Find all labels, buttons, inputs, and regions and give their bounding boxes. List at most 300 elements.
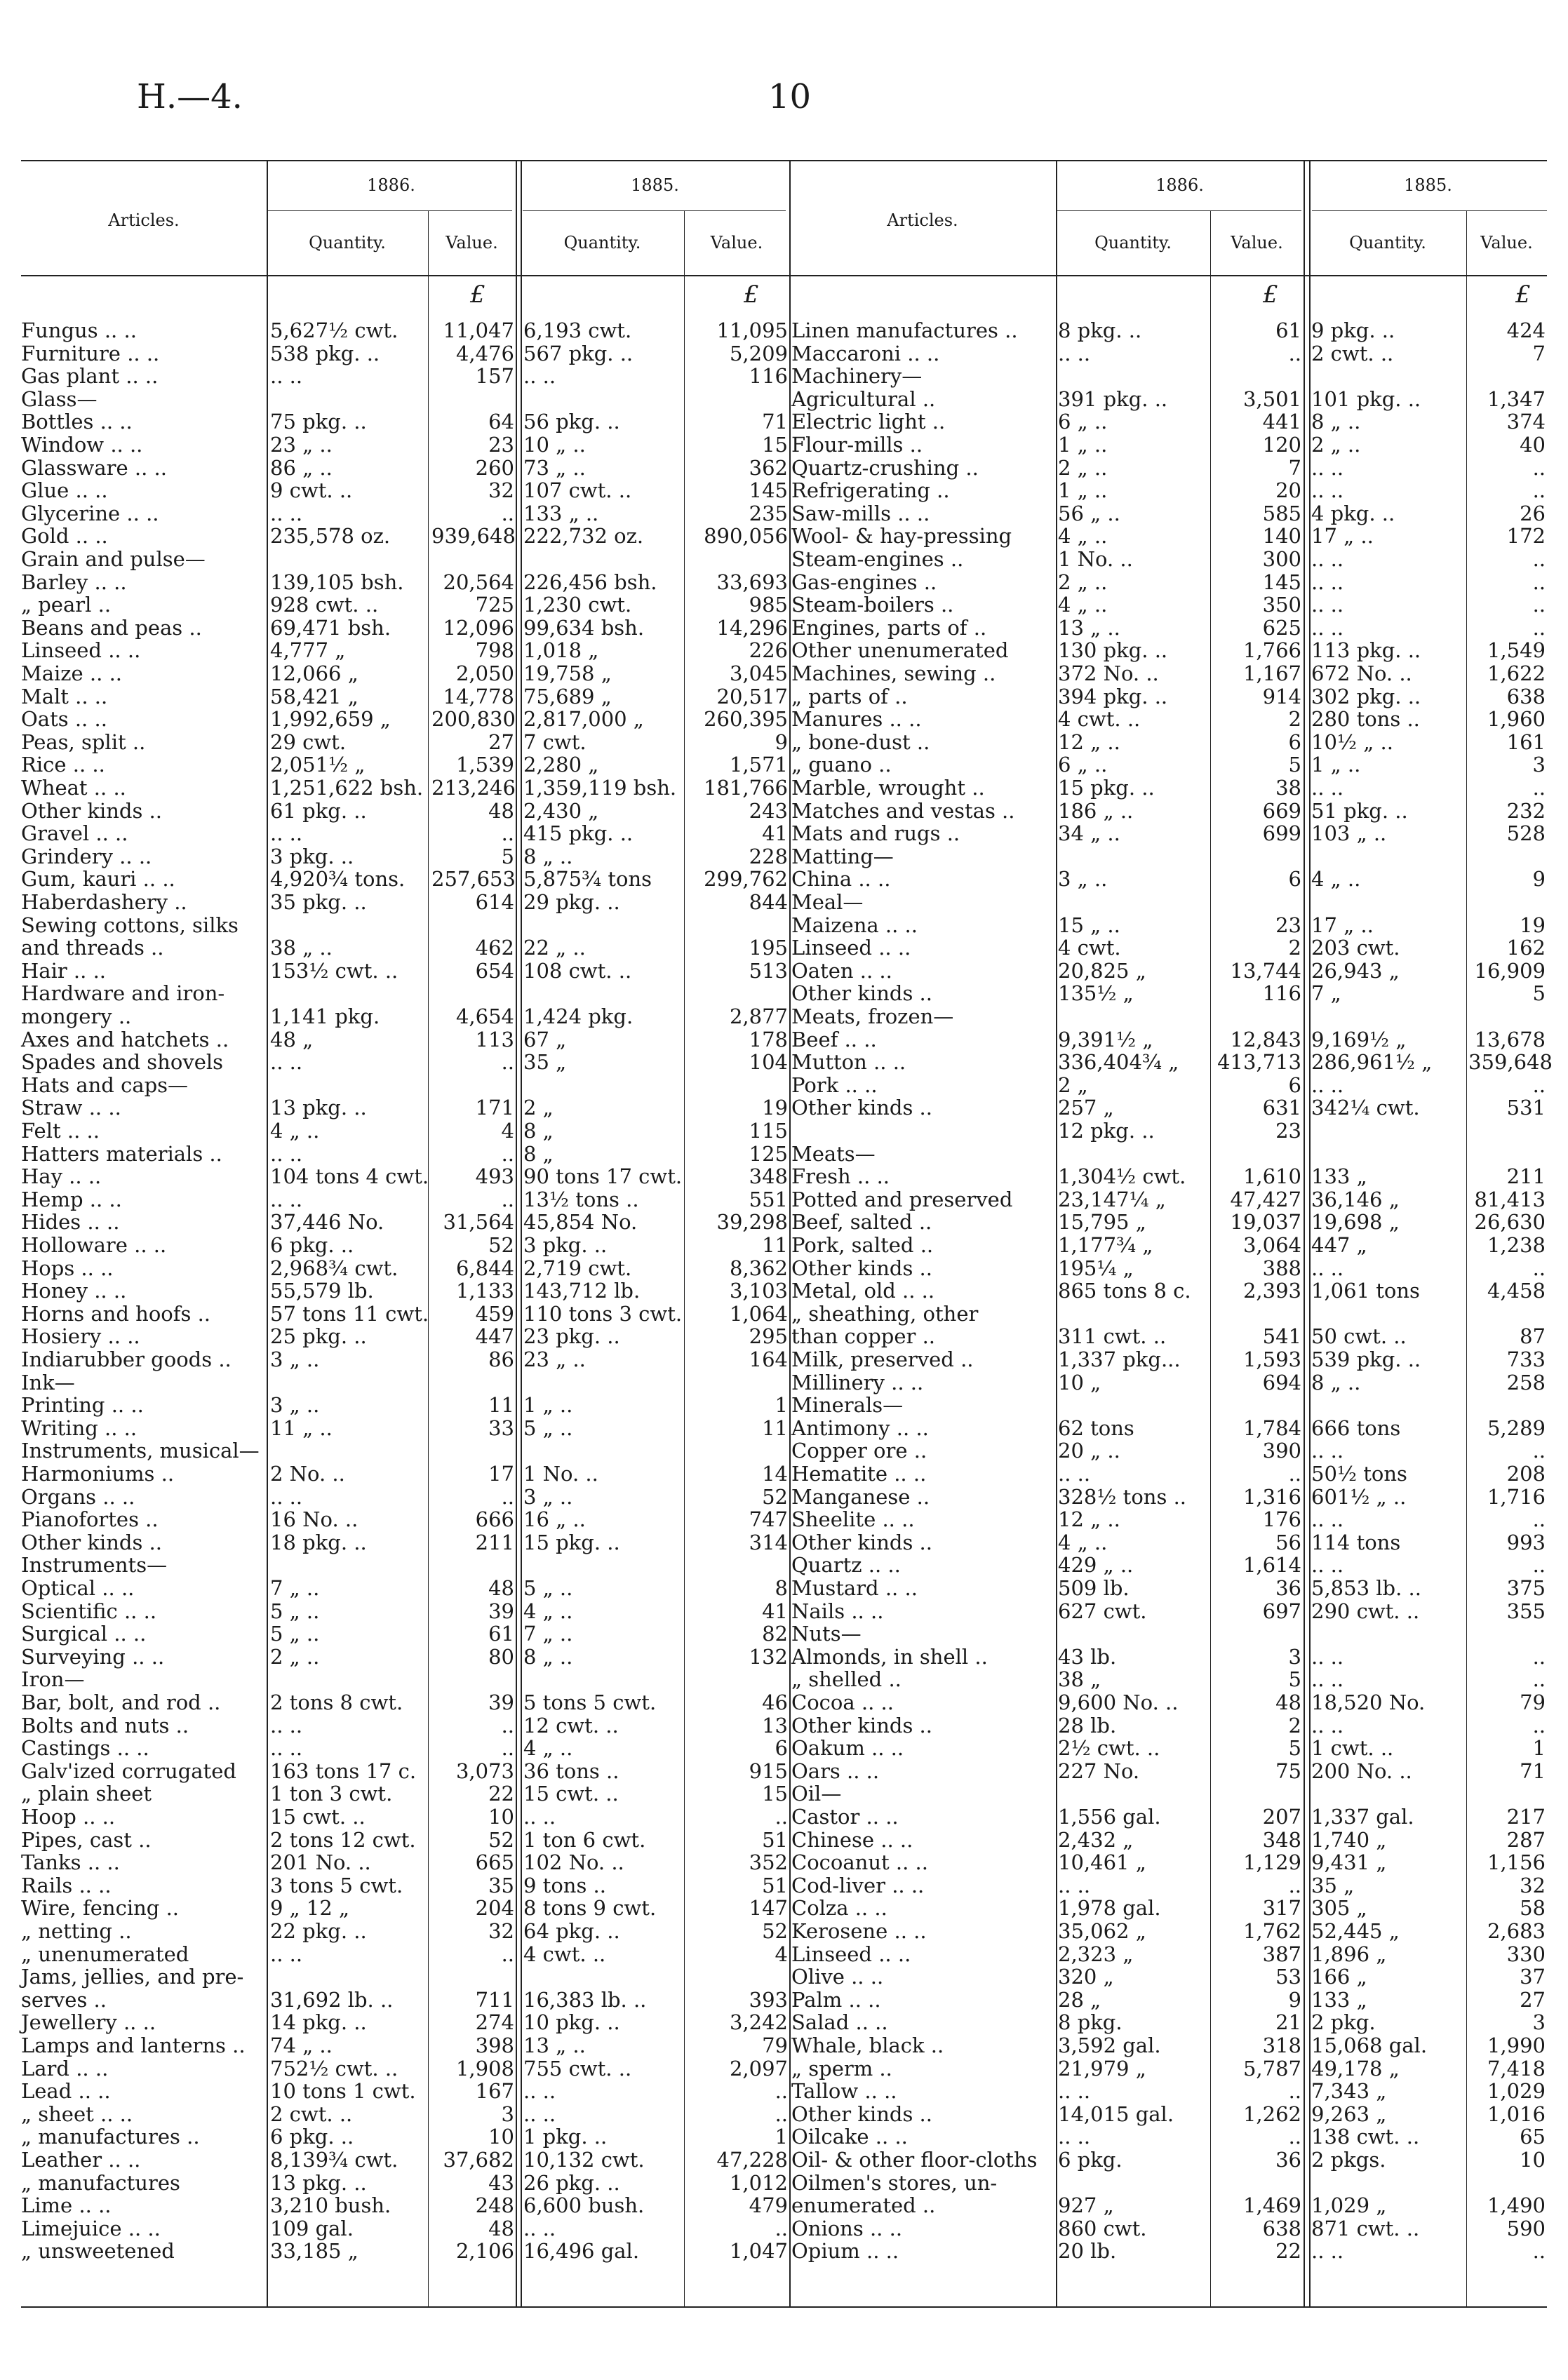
quantity-1885-cell: 110 tons 3 cwt. (523, 1301, 683, 1326)
value-1885-cell: 352 (749, 1850, 788, 1875)
article-cell: Instruments, musical— (21, 1439, 260, 1463)
value-1885-cell: 638 (1506, 684, 1546, 708)
quantity-1885-cell: 1 „ .. (523, 1393, 573, 1418)
quantity-1885-cell: 23 pkg. .. (523, 1324, 620, 1349)
article-cell: Gum, kauri .. .. (21, 867, 175, 892)
value-1885-cell: 13 (762, 1713, 788, 1737)
value-1885-cell: .. (1532, 1073, 1546, 1097)
quantity-1885-cell: 16 „ .. (523, 1507, 586, 1532)
table-row (791, 731, 1547, 753)
value-1886-cell: 260 (475, 455, 514, 480)
value-1885-cell (686, 1965, 788, 1988)
table-row (791, 1325, 1547, 1347)
value-1885-cell: 479 (749, 2193, 788, 2218)
pound-sign: £ (470, 281, 485, 309)
quantity-1885-cell: 9,169½ „ (1311, 1027, 1407, 1051)
value-1885-cell: .. (1532, 1256, 1546, 1280)
value-1886-cell: .. (501, 1736, 514, 1761)
article-cell: China .. .. (791, 867, 891, 892)
quantity-1886-cell: 928 cwt. .. (270, 593, 379, 617)
quantity-1885-cell: 143,712 lb. (523, 1279, 641, 1303)
quantity-1885-cell (1311, 1782, 1466, 1805)
value-1885-cell: 260,395 (704, 707, 788, 732)
value-1885-cell: 14,296 (716, 615, 788, 640)
value-1886-cell: 167 (475, 2079, 514, 2104)
table-row (791, 1120, 1547, 1142)
quantity-1885-cell: 666 tons (1311, 1416, 1401, 1440)
table-row (791, 1829, 1547, 1851)
quantity-1886-cell: 1,337 pkg... (1058, 1347, 1181, 1371)
value-1885-cell: 2,877 (729, 1004, 788, 1028)
article-cell: Meal— (791, 890, 864, 914)
value-1885-cell: 164 (749, 1347, 788, 1371)
value-1886-cell: 213,246 (431, 776, 516, 800)
table-row (21, 1165, 789, 1188)
table-row (791, 617, 1547, 639)
quantity-1886-cell (270, 1371, 428, 1394)
value-1885-cell: 228 (749, 844, 788, 868)
table-row (791, 708, 1547, 730)
article-cell: Lead .. .. (21, 2079, 111, 2104)
quantity-1885-cell: 45,854 No. (523, 1210, 638, 1235)
article-cell: Matches and vestas .. (791, 798, 1015, 823)
article-cell: Wheat .. .. (21, 776, 126, 800)
value-1885-cell: 232 (1506, 798, 1546, 823)
value-1885-cell: 330 (1506, 1942, 1546, 1966)
value-1886-cell: 12,096 (443, 615, 514, 640)
table-row (21, 731, 789, 753)
page-number: 10 (768, 77, 812, 116)
value-1886-cell: 75 (1275, 1759, 1301, 1783)
table-row (21, 1965, 789, 1988)
article-cell: Oakum .. .. (791, 1736, 904, 1761)
value-1886-cell: 12,843 (1230, 1027, 1301, 1051)
article-cell: Haberdashery .. (21, 890, 187, 914)
quantity-1885-cell: 302 pkg. .. (1311, 684, 1421, 708)
value-1886-cell: 48 (488, 1576, 514, 1600)
quantity-1885-cell (1311, 1394, 1466, 1416)
value-1885-cell: 1,990 (1487, 2033, 1546, 2057)
value-1885-cell: 1,029 (1487, 2079, 1546, 2104)
quantity-1885-cell: 73 „ .. (523, 455, 586, 480)
article-cell: Furniture .. .. (21, 341, 160, 365)
value-1886-cell: 1,129 (1242, 1850, 1301, 1875)
table-row (21, 1760, 789, 1782)
quantity-1885-cell: 1,230 cwt. (523, 593, 632, 617)
table-row (21, 800, 789, 822)
value-1885-cell: .. (1532, 615, 1546, 640)
value-1885-cell: 9 (1532, 867, 1546, 892)
table-row (21, 1120, 789, 1142)
value-1885-cell: 5 (1532, 981, 1546, 1006)
table-row (791, 936, 1547, 959)
value-1886-cell: 32 (488, 1919, 514, 1943)
article-cell: Castor .. .. (791, 1805, 899, 1829)
quantity-1886-cell: 328½ tons .. (1058, 1484, 1187, 1509)
quantity-1886-cell: 10 tons 1 cwt. (270, 2079, 416, 2104)
quantity-1885-cell: 1,337 gal. (1311, 1805, 1414, 1829)
quantity-1885-cell: 9 pkg. .. (1311, 318, 1395, 342)
quantity-1886-cell: 752½ cwt. .. (270, 2056, 398, 2080)
value-1885-cell (686, 914, 788, 936)
table-row (21, 1829, 789, 1851)
quantity-1886-cell: 23,147¼ „ (1058, 1187, 1166, 1211)
table-row (21, 1897, 789, 1919)
quantity-1886-cell: 153½ cwt. .. (270, 958, 398, 983)
value-1885-cell: 32 (1520, 1873, 1546, 1897)
table-row (21, 960, 789, 982)
value-1885-cell: 3 (1532, 2010, 1546, 2035)
value-1885-cell: 19 (762, 1096, 788, 1120)
quantity-1885-cell: 1 cwt. .. (1311, 1736, 1394, 1761)
value-1885-cell: 513 (749, 958, 788, 983)
quantity-header: Quantity. (1349, 233, 1426, 253)
quantity-header: Quantity. (1094, 233, 1172, 253)
table-row (791, 1348, 1547, 1371)
pound-sign: £ (1515, 281, 1531, 309)
quantity-1885-cell: 1,018 „ (523, 638, 599, 663)
value-1885-cell: 79 (1520, 1690, 1546, 1714)
article-cell: Organs .. .. (21, 1484, 135, 1509)
quantity-1886-cell: 2 tons 8 cwt. (270, 1690, 403, 1714)
value-1885-cell: 172 (1506, 524, 1546, 549)
value-1885-cell (1468, 1622, 1546, 1645)
article-cell: Refrigerating .. (791, 478, 950, 503)
quantity-1886-cell: 25 pkg. .. (270, 1324, 367, 1349)
article-cell: Peas, split .. (21, 730, 146, 754)
value-1885-cell: 1,622 (1487, 661, 1546, 685)
quantity-1886-cell (270, 548, 428, 570)
value-1886-cell: 20 (1275, 478, 1301, 503)
article-cell: Lard .. .. (21, 2056, 109, 2080)
article-cell: Other kinds .. (791, 1096, 932, 1120)
quantity-1885-cell: 6,193 cwt. (523, 318, 632, 342)
table-row (791, 1050, 1553, 1075)
article-cell: serves .. (21, 1987, 107, 2012)
value-1885-cell: 15 (762, 433, 788, 457)
quantity-1885-cell: 18,520 No. (1311, 1690, 1426, 1714)
table-row (21, 982, 789, 1004)
value-1886-cell: 1,539 (455, 753, 514, 777)
quantity-1885-cell (523, 1074, 683, 1096)
quantity-1886-cell (1058, 1005, 1209, 1028)
value-1885-cell: 47,228 (716, 2148, 788, 2172)
value-1886-cell: 1,167 (1242, 661, 1301, 685)
value-1885-cell: 41 (762, 821, 788, 846)
table-row (21, 891, 789, 913)
value-1886-cell: 6 (1288, 1073, 1301, 1097)
table-row (21, 1806, 789, 1828)
value-1885-cell: .. (775, 2216, 788, 2240)
value-1886-cell: 387 (1262, 1942, 1301, 1966)
table-row (21, 2057, 789, 2080)
quantity-1886-cell: 2,051½ „ (270, 753, 366, 777)
quantity-1885-cell: 102 No. .. (523, 1850, 624, 1875)
value-1885-cell: 355 (1506, 1599, 1546, 1623)
value-1886-cell: 711 (475, 1987, 514, 2012)
article-cell: Optical .. .. (21, 1576, 135, 1600)
article-cell: Window .. .. (21, 433, 143, 457)
table-row (21, 1989, 789, 2011)
value-1885-cell: 1,549 (1487, 638, 1546, 663)
quantity-1886-cell (1058, 1143, 1209, 1165)
quantity-1886-cell: 3 pkg. .. (270, 844, 354, 868)
value-1886-cell (431, 548, 514, 570)
quantity-1885-cell: 2 pkg. (1311, 2010, 1376, 2035)
table-row (21, 822, 789, 845)
quantity-1886-cell: .. .. (1058, 341, 1091, 365)
value-1886-cell: 665 (475, 1850, 514, 1875)
article-cell: Salad .. .. (791, 2010, 888, 2035)
table-row (21, 433, 789, 456)
article-cell: Grain and pulse— (21, 547, 206, 571)
quantity-1885-cell: .. .. (523, 364, 556, 389)
value-1885-cell: .. (1532, 1713, 1546, 1737)
value-1886-cell: .. (1288, 2125, 1301, 2149)
article-cell: Hemp .. .. (21, 1187, 122, 1211)
article-cell: Hay .. .. (21, 1164, 102, 1189)
value-1886-cell: 145 (1262, 570, 1301, 594)
value-1886-cell: 6 (1288, 867, 1301, 892)
value-1886-cell: 48 (488, 2216, 514, 2240)
value-1886-cell (1212, 365, 1301, 387)
value-1886-cell: 1,908 (455, 2056, 514, 2080)
quantity-1886-cell: 7 „ .. (270, 1576, 320, 1600)
value-1886-cell: 80 (488, 1644, 514, 1669)
quantity-1886-cell: 14,015 gal. (1058, 2102, 1174, 2126)
value-1886-cell: .. (1288, 1462, 1301, 1486)
value-1885-cell: 39,298 (716, 1210, 788, 1235)
value-1886-cell: 32 (488, 478, 514, 503)
value-1886-cell: 798 (475, 638, 514, 663)
article-cell: Antimony .. .. (791, 1416, 929, 1440)
quantity-1886-cell (270, 982, 428, 1004)
value-1885-cell (686, 548, 788, 570)
quantity-1885-cell: 99,634 bsh. (523, 615, 645, 640)
value-1885-cell: 125 (749, 1141, 788, 1166)
article-cell: „ netting .. (21, 1919, 132, 1943)
quantity-1886-cell (1058, 1394, 1209, 1416)
quantity-1886-cell: 201 No. .. (270, 1850, 371, 1875)
table-row (21, 914, 789, 936)
value-1886-cell: 318 (1262, 2033, 1301, 2057)
table-row (21, 1325, 789, 1347)
article-cell: Scientific .. .. (21, 1599, 157, 1623)
quantity-1886-cell: 372 No. .. (1058, 661, 1159, 685)
quantity-1886-cell: 429 „ .. (1058, 1553, 1134, 1578)
table-row (791, 1554, 1547, 1576)
quantity-1886-cell: 20,825 „ (1058, 958, 1146, 983)
quantity-1886-cell: 2 „ (1058, 1073, 1088, 1097)
value-1886-cell: 22 (488, 1782, 514, 1806)
quantity-1885-cell (1311, 1143, 1466, 1165)
value-1885-cell: 132 (749, 1644, 788, 1669)
value-1886-cell: 48 (1275, 1690, 1301, 1714)
quantity-1886-cell: 1,556 gal. (1058, 1805, 1161, 1829)
quantity-1886-cell: 4 cwt. .. (1058, 707, 1141, 732)
article-cell: „ guano .. (791, 753, 892, 777)
document-reference: H.—4. (137, 77, 243, 116)
value-header: Value. (1231, 233, 1283, 253)
value-1886-cell: 116 (1262, 981, 1301, 1006)
value-1885-cell (1468, 2172, 1546, 2194)
article-cell: Other unenumerated (791, 638, 1009, 663)
value-1885-cell: 1 (775, 1393, 788, 1418)
article-cell: Lamps and lanterns .. (21, 2033, 246, 2057)
table-row (21, 1096, 789, 1119)
value-1885-cell: 71 (762, 410, 788, 434)
value-1886-cell: 43 (488, 2170, 514, 2195)
quantity-1886-cell: 58,421 „ (270, 684, 359, 708)
article-cell: Surveying .. .. (21, 1644, 165, 1669)
value-1886-cell: 3,501 (1242, 386, 1301, 411)
article-cell: Felt .. .. (21, 1119, 100, 1143)
quantity-1886-cell: .. .. (270, 1050, 303, 1075)
quantity-1886-cell: .. .. (270, 364, 303, 389)
quantity-1886-cell: 509 lb. (1058, 1576, 1130, 1600)
table-row (21, 1782, 789, 1805)
table-row (21, 593, 789, 616)
value-1886-cell: 207 (1262, 1805, 1301, 1829)
quantity-1886-cell: 195¼ „ (1058, 1256, 1134, 1280)
value-1886-cell: 699 (1262, 821, 1301, 846)
table-row (791, 1439, 1547, 1462)
article-cell: Palm .. .. (791, 1987, 881, 2012)
value-1885-cell (686, 1668, 788, 1690)
quantity-1885-cell: 15 cwt. .. (523, 1782, 619, 1806)
value-1886-cell: .. (501, 1050, 514, 1075)
quantity-1886-cell: 13 pkg. .. (270, 2170, 367, 2195)
quantity-1886-cell: 1,251,622 bsh. (270, 776, 424, 800)
article-cell: Oaten .. .. (791, 958, 892, 983)
article-cell: Mutton .. .. (791, 1050, 906, 1075)
quantity-1886-cell: 104 tons 4 cwt. (270, 1164, 429, 1189)
table-row (21, 1577, 789, 1599)
quantity-1886-cell: 13 „ .. (1058, 615, 1120, 640)
quantity-1886-cell: 227 No. (1058, 1759, 1140, 1783)
article-cell: Hematite .. .. (791, 1462, 927, 1486)
value-1885-cell: 359,648 (1468, 1050, 1553, 1075)
quantity-1886-cell: 20 „ .. (1058, 1439, 1120, 1463)
article-cell: Leather .. .. (21, 2148, 141, 2172)
value-1885-cell: 161 (1506, 730, 1546, 754)
value-1886-cell (431, 1965, 514, 1988)
quantity-1886-cell: 4 cwt. (1058, 936, 1121, 960)
article-cell: Maizena .. .. (791, 913, 918, 937)
table-row (791, 1279, 1547, 1302)
value-1886-cell: 1,316 (1242, 1484, 1301, 1509)
table-row (21, 2103, 789, 2125)
value-1885-cell: 16,909 (1474, 958, 1546, 983)
value-1885-cell: 162 (1506, 936, 1546, 960)
table-row (21, 1074, 789, 1096)
value-1886-cell: 2,393 (1242, 1279, 1301, 1303)
quantity-1885-cell: 8 „ (523, 1141, 554, 1166)
quantity-1886-cell (270, 1074, 428, 1096)
table-row (21, 1303, 789, 1325)
table-row (21, 2011, 789, 2033)
quantity-1886-cell: 2 „ .. (1058, 455, 1108, 480)
value-1886-cell: 10 (488, 1805, 514, 1829)
value-1886-cell: 459 (475, 1301, 514, 1326)
quantity-1886-cell: 12 pkg. .. (1058, 1119, 1155, 1143)
quantity-1886-cell: 927 „ (1058, 2193, 1114, 2218)
value-1886-cell: 725 (475, 593, 514, 617)
quantity-1885-cell: 8 „ .. (1311, 410, 1361, 434)
value-1885-cell: 531 (1506, 1096, 1546, 1120)
value-1886-cell: 6 (1288, 730, 1301, 754)
value-1886-cell (1212, 1782, 1301, 1805)
article-cell: Nails .. .. (791, 1599, 884, 1623)
quantity-1885-cell: 203 cwt. (1311, 936, 1400, 960)
quantity-1885-cell: .. .. (1311, 1256, 1344, 1280)
value-1886-cell: 398 (475, 2033, 514, 2057)
value-1885-cell: 8,362 (729, 1256, 788, 1280)
table-row (791, 319, 1547, 342)
value-1885-cell: 27 (1520, 1987, 1546, 2012)
quantity-1886-cell: 320 „ (1058, 1965, 1114, 1989)
quantity-1885-cell: 29 pkg. .. (523, 890, 620, 914)
table-row (791, 1234, 1547, 1256)
quantity-1885-cell: 1,740 „ (1311, 1827, 1387, 1852)
quantity-1885-cell: 2,280 „ (523, 753, 599, 777)
quantity-1885-cell: 133 „ (1311, 1164, 1367, 1189)
table-row (791, 571, 1547, 593)
table-row (791, 1874, 1547, 1897)
table-row (791, 1806, 1547, 1828)
article-cell: Oilmen's stores, un- (791, 2170, 998, 2195)
table-row (791, 1417, 1547, 1439)
value-1886-cell: 350 (1262, 593, 1301, 617)
table-row (791, 342, 1547, 365)
article-cell: Rails .. .. (21, 1873, 112, 1897)
quantity-1885-cell: .. .. (1311, 1073, 1344, 1097)
article-cell: Oats .. .. (21, 707, 107, 732)
value-1885-cell: 1,716 (1487, 1484, 1546, 1509)
article-cell: Instruments— (21, 1553, 168, 1578)
value-1885-cell: 116 (749, 364, 788, 389)
value-1886-cell: 2,106 (455, 2239, 514, 2264)
year-1886-header: 1886. (367, 175, 415, 195)
value-1886-cell: 317 (1262, 1896, 1301, 1921)
article-cell: „ bone-dust .. (791, 730, 930, 754)
value-1885-cell: 9 (775, 730, 788, 754)
article-cell: Beef .. .. (791, 1027, 877, 1051)
value-1885-cell: 7,418 (1487, 2056, 1546, 2080)
table-row (791, 457, 1547, 479)
quantity-1885-cell: 9,431 „ (1311, 1850, 1387, 1875)
value-1886-cell: 3 (1288, 1644, 1301, 1669)
quantity-1885-cell: 4 pkg. .. (1311, 501, 1395, 525)
value-1886-cell: 447 (475, 1324, 514, 1349)
value-1885-cell: 104 (749, 1050, 788, 1075)
value-1886-cell: 7 (1288, 455, 1301, 480)
article-cell: Bottles .. .. (21, 410, 133, 434)
value-1886-cell: 200,830 (431, 707, 516, 732)
quantity-1885-cell: 280 tons .. (1311, 707, 1420, 732)
article-cell: Gold .. .. (21, 524, 108, 549)
article-cell: and threads .. (21, 936, 164, 960)
value-1886-cell: 1,262 (1242, 2102, 1301, 2126)
table-row (21, 479, 789, 502)
value-1886-cell: 669 (1262, 798, 1301, 823)
table-row (21, 708, 789, 730)
quantity-1886-cell: .. .. (270, 1484, 303, 1509)
quantity-1886-cell: 3 tons 5 cwt. (270, 1873, 403, 1897)
quantity-1885-cell (523, 1439, 683, 1462)
value-1886-cell: 38 (1275, 776, 1301, 800)
quantity-1885-cell: 2,719 cwt. (523, 1256, 632, 1280)
